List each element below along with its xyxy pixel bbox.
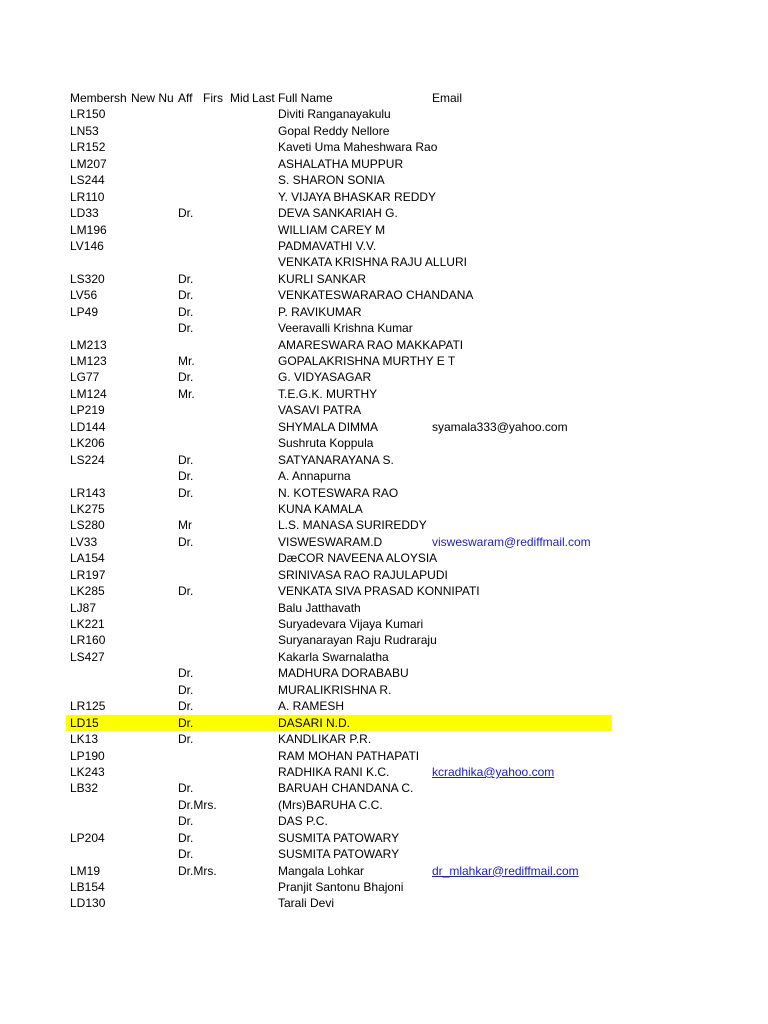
cell-full-name: VENKATA SIVA PRASAD KONNIPATI xyxy=(278,584,480,599)
cell-membership: LK221 xyxy=(70,617,105,631)
cell-full-name: Y. VIJAYA BHASKAR REDDY xyxy=(278,189,437,204)
cell-full-name: Sushruta Koppula xyxy=(278,436,374,451)
table-row xyxy=(0,517,768,533)
cell-membership: LK13 xyxy=(70,732,99,747)
cell-aff: Dr. xyxy=(178,732,194,747)
table-row xyxy=(0,583,768,599)
table-row xyxy=(0,485,768,501)
cell-membership: LJ87 xyxy=(70,600,97,615)
cell-full-name: SRINIVASA RAO RAJULAPUDI xyxy=(278,567,448,582)
table-row xyxy=(0,616,768,632)
table-row xyxy=(0,106,768,122)
cell-membership: LK275 xyxy=(70,501,105,516)
table-row xyxy=(0,797,768,813)
cell-membership: LD144 xyxy=(70,419,106,434)
cell-membership: LM213 xyxy=(70,337,107,352)
cell-aff: Dr. xyxy=(178,534,194,549)
table-row xyxy=(0,287,768,303)
cell-aff: Dr. xyxy=(178,206,194,221)
cell-full-name: DEVA SANKARIAH G. xyxy=(278,206,398,221)
cell-aff: Dr. xyxy=(178,715,194,730)
cell-full-name: VASAVI PATRA xyxy=(278,403,362,418)
header-full-name: Full Name xyxy=(278,91,333,105)
table-row xyxy=(0,139,768,155)
cell-full-name: S. SHARON SONIA xyxy=(278,173,385,188)
header-new-number: New Nu xyxy=(131,91,174,105)
table-row xyxy=(0,337,768,353)
cell-full-name: KANDLIKAR P.R. xyxy=(278,732,372,747)
cell-full-name: Balu Jatthavath xyxy=(278,600,361,615)
cell-membership: LP49 xyxy=(70,304,99,319)
cell-membership: LM207 xyxy=(70,156,107,171)
cell-membership: LG77 xyxy=(70,370,100,385)
cell-full-name: T.E.G.K. MURTHY xyxy=(278,386,378,401)
header-aff: Aff xyxy=(178,91,193,105)
table-row xyxy=(0,304,768,320)
cell-full-name: DASARI N.D. xyxy=(278,715,351,730)
table-row xyxy=(0,222,768,238)
cell-full-name: Mangala Lohkar xyxy=(278,863,365,878)
cell-full-name: VISWESWARAM.D xyxy=(278,534,383,549)
cell-aff: Dr. xyxy=(178,666,194,681)
cell-aff: Dr. xyxy=(178,288,194,303)
cell-full-name: GOPALAKRISHNA MURTHY E T xyxy=(278,354,456,368)
cell-aff: Dr.Mrs. xyxy=(178,863,217,878)
cell-full-name: WILLIAM CAREY M xyxy=(278,222,386,237)
cell-aff: Dr. xyxy=(178,485,194,500)
cell-membership: LR160 xyxy=(70,633,106,648)
cell-full-name: G. VIDYASAGAR xyxy=(278,370,372,385)
cell-email[interactable]: visweswaram@rediffmail.com xyxy=(432,534,591,549)
table-row xyxy=(0,632,768,648)
cell-full-name: Tarali Devi xyxy=(278,896,335,911)
cell-full-name: Diviti Ranganayakulu xyxy=(278,107,391,122)
cell-membership: LR150 xyxy=(70,107,106,122)
table-row xyxy=(0,764,768,780)
table-row xyxy=(0,863,768,879)
cell-membership: LD15 xyxy=(70,715,99,730)
cell-aff: Mr. xyxy=(178,354,195,368)
cell-membership: LK285 xyxy=(70,584,105,599)
cell-full-name: Veeravalli Krishna Kumar xyxy=(278,321,413,336)
cell-membership: LB154 xyxy=(70,880,105,894)
table-row xyxy=(0,205,768,221)
table-row xyxy=(0,468,768,484)
cell-membership: LS427 xyxy=(70,649,105,664)
cell-aff: Dr. xyxy=(178,699,194,714)
table-row xyxy=(0,780,768,796)
table-row xyxy=(0,271,768,287)
cell-aff: Dr. xyxy=(178,584,194,599)
cell-aff: Dr. xyxy=(178,814,194,829)
data-rows xyxy=(0,106,768,911)
cell-full-name: KUNA KAMALA xyxy=(278,501,363,516)
cell-membership: LR197 xyxy=(70,567,106,582)
cell-membership: LP219 xyxy=(70,403,105,418)
table-row xyxy=(0,879,768,895)
cell-full-name: MADHURA DORABABU xyxy=(278,666,409,681)
cell-aff: Mr xyxy=(178,518,192,533)
cell-full-name: A. Annapurna xyxy=(278,469,351,484)
cell-membership: LK243 xyxy=(70,764,105,779)
table-row xyxy=(0,238,768,254)
table-row xyxy=(0,698,768,714)
cell-full-name: SUSMITA PATOWARY xyxy=(278,830,400,845)
cell-membership: LP204 xyxy=(70,830,105,845)
header-first: Firs xyxy=(203,91,223,105)
cell-membership: LM124 xyxy=(70,386,107,401)
cell-membership: LB32 xyxy=(70,781,99,796)
cell-aff: Dr. xyxy=(178,682,194,697)
cell-full-name: Suryadevara Vijaya Kumari xyxy=(278,617,424,631)
cell-aff: Dr. xyxy=(178,271,194,286)
table-row xyxy=(0,501,768,517)
table-row xyxy=(0,748,768,764)
cell-full-name: RADHIKA RANI K.C. xyxy=(278,764,390,779)
cell-membership: LP190 xyxy=(70,748,105,763)
table-row xyxy=(0,156,768,172)
cell-full-name: (Mrs)BARUHA C.C. xyxy=(278,797,383,812)
cell-aff: Dr. xyxy=(178,452,194,467)
cell-aff: Dr. xyxy=(178,321,194,336)
table-row xyxy=(0,665,768,681)
cell-membership: LK206 xyxy=(70,436,105,451)
table-row xyxy=(0,452,768,468)
table-row xyxy=(0,353,768,369)
cell-full-name: ASHALATHA MUPPUR xyxy=(278,156,404,171)
table-row xyxy=(0,534,768,550)
table-row xyxy=(0,649,768,665)
header-last: Last xyxy=(252,91,275,105)
cell-membership: LS280 xyxy=(70,518,105,533)
cell-full-name: MURALIKRISHNA R. xyxy=(278,682,392,697)
cell-full-name: PADMAVATHI V.V. xyxy=(278,238,377,253)
table-row xyxy=(0,550,768,566)
cell-full-name: DæCOR NAVEENA ALOYSIA xyxy=(278,551,438,566)
table-row xyxy=(0,386,768,402)
cell-full-name: Kaveti Uma Maheshwara Rao xyxy=(278,140,438,155)
cell-email[interactable]: kcradhika@yahoo.com xyxy=(432,764,555,779)
cell-membership: LM196 xyxy=(70,222,107,237)
cell-aff: Dr. xyxy=(178,469,194,484)
cell-aff: Dr. xyxy=(178,781,194,796)
spreadsheet-sheet xyxy=(0,90,768,912)
cell-email: syamala333@yahoo.com xyxy=(432,419,568,434)
table-row xyxy=(0,567,768,583)
table-row xyxy=(0,731,768,747)
cell-membership: LS244 xyxy=(70,173,105,188)
cell-membership: LS224 xyxy=(70,452,105,467)
cell-email[interactable]: dr_mlahkar@rediffmail.com xyxy=(432,863,579,878)
cell-full-name: SHYMALA DIMMA xyxy=(278,419,379,434)
cell-membership: LM123 xyxy=(70,354,107,368)
cell-aff: Dr. xyxy=(178,304,194,319)
table-row xyxy=(0,435,768,451)
table-row xyxy=(0,369,768,385)
cell-aff: Dr. xyxy=(178,847,194,862)
cell-membership: LR143 xyxy=(70,485,106,500)
cell-membership: LA154 xyxy=(70,551,105,566)
table-row xyxy=(0,172,768,188)
cell-full-name: Gopal Reddy Nellore xyxy=(278,123,390,138)
cell-membership: LV33 xyxy=(70,534,98,549)
cell-full-name: AMARESWARA RAO MAKKAPATI xyxy=(278,337,464,352)
header-mid: Mid xyxy=(230,91,250,105)
table-row xyxy=(0,419,768,435)
table-row xyxy=(0,189,768,205)
cell-full-name: VENKATESWARARAO CHANDANA xyxy=(278,288,474,303)
header-email: Email xyxy=(432,91,463,105)
table-row xyxy=(0,254,768,270)
table-row xyxy=(0,715,768,731)
cell-full-name: KURLI SANKAR xyxy=(278,271,367,286)
cell-membership: LR110 xyxy=(70,189,105,204)
cell-full-name: L.S. MANASA SURIREDDY xyxy=(278,518,427,533)
cell-membership: LR125 xyxy=(70,699,106,714)
cell-full-name: BARUAH CHANDANA C. xyxy=(278,781,414,796)
cell-aff: Dr. xyxy=(178,370,194,385)
cell-full-name: VENKATA KRISHNA RAJU ALLURI xyxy=(278,255,467,270)
table-row xyxy=(0,600,768,616)
cell-full-name: Kakarla Swarnalatha xyxy=(278,649,389,664)
cell-membership: LV146 xyxy=(70,238,104,253)
table-row xyxy=(0,813,768,829)
cell-full-name: RAM MOHAN PATHAPATI xyxy=(278,748,420,763)
table-row xyxy=(0,895,768,911)
header-membership: Membersh xyxy=(70,91,127,105)
cell-membership: LD33 xyxy=(70,206,99,221)
cell-aff: Dr. xyxy=(178,830,194,845)
cell-full-name: SUSMITA PATOWARY xyxy=(278,847,400,862)
cell-membership: LN53 xyxy=(70,123,99,138)
table-row xyxy=(0,320,768,336)
cell-aff: Dr.Mrs. xyxy=(178,797,217,812)
table-row xyxy=(0,846,768,862)
cell-full-name: Suryanarayan Raju Rudraraju xyxy=(278,633,437,648)
cell-full-name: A. RAMESH xyxy=(278,699,345,714)
table-row xyxy=(0,682,768,698)
cell-full-name: DAS P.C. xyxy=(278,814,328,829)
table-row xyxy=(0,830,768,846)
cell-membership: LR152 xyxy=(70,140,106,155)
cell-aff: Mr. xyxy=(178,386,195,401)
table-row xyxy=(0,402,768,418)
cell-membership: LM19 xyxy=(70,863,101,878)
cell-membership: LS320 xyxy=(70,271,105,286)
cell-full-name: N. KOTESWARA RAO xyxy=(278,485,399,500)
cell-full-name: P. RAVIKUMAR xyxy=(278,304,362,319)
header-row xyxy=(0,90,768,106)
table-row xyxy=(0,123,768,139)
cell-membership: LV56 xyxy=(70,288,98,303)
cell-membership: LD130 xyxy=(70,896,106,911)
cell-full-name: SATYANARAYANA S. xyxy=(278,452,394,467)
cell-full-name: Pranjit Santonu Bhajoni xyxy=(278,880,404,894)
